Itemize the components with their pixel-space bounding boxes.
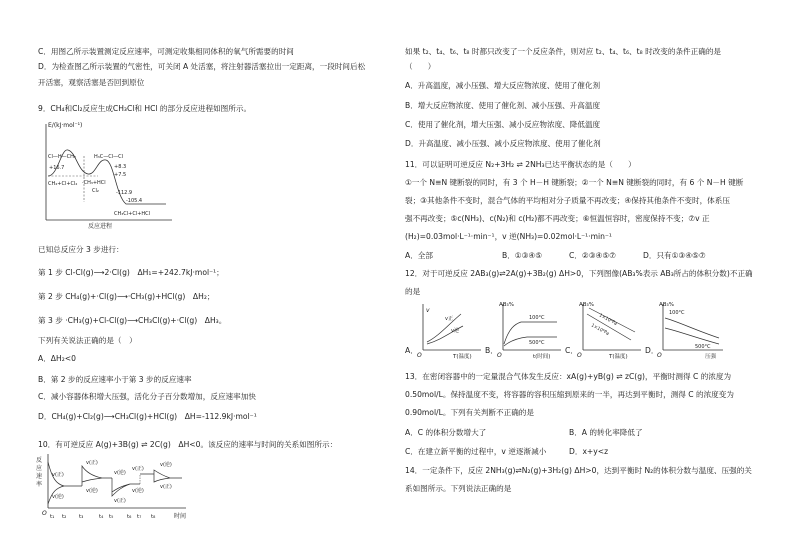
q13-option-b: B．A 的转化率降低了: [569, 428, 643, 437]
q11-line1: ①一个 N≡N 键断裂的同时，有 3 个 H－H 键断裂；②一个 N≡N 键断裂的同时，有 6 个 N－H 键断: [405, 178, 744, 187]
q9-label-ts2: H₃C—Cl—Cl: [94, 154, 124, 160]
q10-option-b: B．增大反应物浓度、使用了催化剂、减小压强、升高温度: [405, 101, 601, 110]
q10-ask-line2: （ ）: [405, 62, 436, 71]
q10-tick: t₄: [99, 514, 104, 520]
q14-line2: 系如图所示。下列说法正确的是: [405, 484, 512, 493]
svg-text:v逆: v逆: [451, 328, 459, 334]
right-column: [397, 0, 794, 560]
q10-curve-label: v(逆): [86, 488, 98, 494]
q10-curve-label: v(正): [160, 484, 172, 490]
q11-option-b: B．①③④⑤: [502, 251, 543, 260]
svg-text:v正: v正: [445, 316, 453, 322]
q9-ylabel: E/(kJ·mol⁻¹): [48, 122, 83, 129]
q9-ask: 下列有关说法正确的是（ ）: [38, 336, 137, 345]
q11-option-a: A．全部: [405, 251, 433, 260]
q9-label-products: CH₃Cl+Cl+HCl: [114, 211, 151, 217]
q10-ylabel-char: 反: [36, 457, 43, 464]
svg-text:500°C: 500°C: [695, 344, 711, 350]
q10-curve-label: v(正): [132, 466, 144, 472]
svg-text:O: O: [417, 352, 422, 359]
q10-tick: t₂: [62, 514, 67, 520]
q11-option-c: C．②③④⑤⑦: [569, 251, 616, 260]
q14-line1: 14．一定条件下，反应 2NH₃(g)⇌N₂(g)+3H₂(g) ΔH>0，达到平衡时 N₂的体积分数与温度、压强的关: [405, 466, 752, 475]
svg-text:T(温度): T(温度): [609, 354, 628, 360]
q12-graph-b: [495, 300, 565, 360]
q10-tick: t₁: [50, 514, 55, 520]
svg-text:v: v: [426, 307, 430, 314]
q12-graph-c: [575, 300, 645, 360]
q10-option-c: C．使用了催化剂，增大压强、减小反应物浓度、降低温度: [405, 120, 601, 129]
svg-text:T(温度): T(温度): [453, 354, 472, 360]
q10-curve-label: v(逆): [114, 470, 126, 476]
q9-stem: 9．CH₄和Cl₂反应生成CH₃Cl和 HCl 的部分反应进程如图所示。: [38, 104, 252, 113]
q10-option-d: D．升高温度、减小压强、减小反应物浓度、使用了催化剂: [405, 139, 601, 148]
q11-option-d: D．只有①③④⑤⑦: [643, 251, 706, 260]
q9-option-a: A．ΔH₂<0: [38, 354, 76, 363]
q9-label-83: +8.3: [114, 164, 127, 170]
q12-graph-d: [655, 300, 727, 360]
q8-option-d-line1: D．为检查图乙所示装置的气密性，可关闭 A 处活塞，将注射器活塞拉出一定距离，一段时间后松: [38, 62, 366, 71]
q12-stem-line2: 的是: [405, 287, 421, 296]
q10-curve-label: v(逆): [160, 462, 172, 468]
q12-fig-b-letter: B．: [485, 346, 498, 355]
q9-label-ts1: Cl—H—CH₃: [48, 154, 76, 160]
q9-option-d: D．CH₄(g)+Cl₂(g)⟶CH₃Cl(g)+HCl(g) ΔH=-112.9kJ·mol⁻¹: [38, 412, 257, 421]
q10-curve-label: v(正): [114, 498, 126, 504]
q11-line2: 裂；③其他条件不变时，混合气体的平均相对分子质量不再改变；④保持其他条件不变时，体系压: [405, 196, 730, 205]
q10-rate-diagram: [36, 452, 196, 522]
q11-line4: (H₂)=0.03mol·L⁻¹·min⁻¹，v 逆(NH₃)=0.02mol·L⁻¹·min⁻¹: [405, 232, 612, 241]
q9-option-b: B．第 2 步的反应速率小于第 3 步的反应速率: [38, 375, 192, 384]
svg-text:O: O: [497, 352, 502, 359]
q10-tick: t₆: [127, 514, 132, 520]
svg-text:t(时间): t(时间): [533, 354, 551, 360]
q13-line1: 13．在密闭容器中的一定量混合气体发生反应：xA(g)+yB(g) ⇌ zC(g)，平衡时测得 C 的浓度为: [405, 372, 732, 381]
step-3: 第 3 步 ·CH₃(g)+Cl-Cl(g)⟶CH₃Cl(g)+·Cl(g) ΔH₃。: [38, 316, 227, 325]
step-2: 第 2 步 CH₄(g)+·Cl(g)⟶·CH₃(g)+HCl(g) ΔH₂；: [38, 292, 215, 301]
svg-text:100°C: 100°C: [529, 315, 545, 321]
q9-xlabel: 反应进程: [88, 223, 113, 230]
q12-fig-d-letter: D．: [645, 346, 659, 355]
q12-stem-line1: 12．对于可逆反应 2AB₃(g)⇌2A(g)+3B₂(g) ΔH>0，下列图像(AB₃%表示 AB₃所占的体积分数)不正确: [405, 269, 753, 278]
q10-ylabel-char: 应: [36, 465, 43, 472]
q13-option-d: D．x+y<z: [569, 447, 609, 456]
svg-text:O: O: [657, 352, 662, 359]
svg-text:AB₃%: AB₃%: [499, 302, 514, 308]
q8-option-d-line2: 开活塞，观察活塞是否回到原位: [38, 78, 145, 87]
q10-option-a: A．升高温度，减小压强、增大反应物浓度、使用了催化剂: [405, 81, 601, 90]
svg-text:1×10⁵Pa: 1×10⁵Pa: [598, 313, 618, 327]
q10-stem: 10．有可逆反应 A(g)+3B(g) ⇌ 2C(g) ΔH<0。该反应的速率与时间的关系如图所示：: [38, 440, 338, 449]
q9-energy-diagram: [36, 118, 176, 230]
svg-text:O: O: [577, 352, 582, 359]
q12-fig-c-letter: C．: [565, 346, 578, 355]
q10-tick: t₇: [137, 514, 142, 520]
svg-text:压强: 压强: [705, 354, 717, 360]
q10-tick: t₈: [151, 514, 156, 520]
q10-curve-label: v(逆): [52, 494, 64, 500]
svg-text:1×10⁶Pa: 1×10⁶Pa: [590, 323, 610, 337]
q9-label-75: +7.5: [114, 172, 127, 178]
svg-text:100°C: 100°C: [669, 310, 685, 316]
q9-label-167: +16.7: [49, 165, 65, 171]
q10-tick: t₅: [109, 514, 114, 520]
step-1: 第 1 步 Cl-Cl(g)⟶2·Cl(g) ΔH₁=+242.7kJ·mol⁻¹；: [38, 268, 224, 277]
q9-label-reactants: CH₄+Cl+Cl₂: [48, 181, 78, 187]
svg-text:500°C: 500°C: [529, 340, 545, 346]
q13-line2: 0.50mol/L。保持温度不变，将容器的容积压缩到原来的一半，再达到平衡时，测得 C 的浓度变为: [405, 390, 734, 399]
q12-fig-a-letter: A．: [405, 346, 418, 355]
q11-line3: 强不再改变；⑤c(NH₃)、c(N₂)和 c(H₂)都不再改变；⑥恒温恒容时，密度保持不变；⑦v 正: [405, 214, 710, 223]
q10-ylabel-char: 速: [36, 473, 43, 480]
q9-label-1054: -105.4: [126, 198, 143, 204]
q13-option-c: C．在建立新平衡的过程中，v 逆逐渐减小: [405, 447, 547, 456]
q9-label-1129: -112.9: [116, 190, 133, 196]
q8-option-c: C．用图乙所示装置测定反应速率，可测定收集相同体积的氧气所需要的时间: [38, 47, 294, 56]
q9-option-c: C．减小容器体积增大压强，活化分子百分数增加，反应速率加快: [38, 392, 256, 401]
q10-origin: O: [42, 510, 47, 517]
q10-curve-label: v(正): [52, 472, 64, 478]
q10-curve-label: v(逆): [132, 488, 144, 494]
q13-option-a: A．C 的体积分数增大了: [405, 428, 487, 437]
q10-curve-label: v(正): [86, 460, 98, 466]
svg-text:AB₃%: AB₃%: [659, 302, 674, 308]
q12-graph-a: [415, 302, 485, 360]
q10-xlabel: 时间: [174, 513, 187, 520]
q9-label-intermediate: ·CH₃+HCl: [82, 180, 106, 186]
q9-label-cl2: Cl₂: [92, 188, 99, 194]
q10-tick: t₃: [79, 514, 84, 520]
q10-ylabel-char: 率: [36, 481, 43, 488]
known-steps: 已知总反应分 3 步进行：: [38, 245, 124, 254]
q11-stem: 11．可以证明可逆反应 N₂+3H₂ ⇌ 2NH₃已达平衡状态的是（ ）: [405, 160, 636, 169]
svg-text:AB₃%: AB₃%: [579, 302, 594, 308]
q10-ask-line1: 如果 t₂、t₄、t₆、t₈ 时都只改变了一个反应条件，则对应 t₂、t₄、t₆、t₈ 时改变的条件正确的是: [405, 47, 722, 56]
q13-line3: 0.90mol/L。下列有关判断不正确的是: [405, 408, 534, 417]
